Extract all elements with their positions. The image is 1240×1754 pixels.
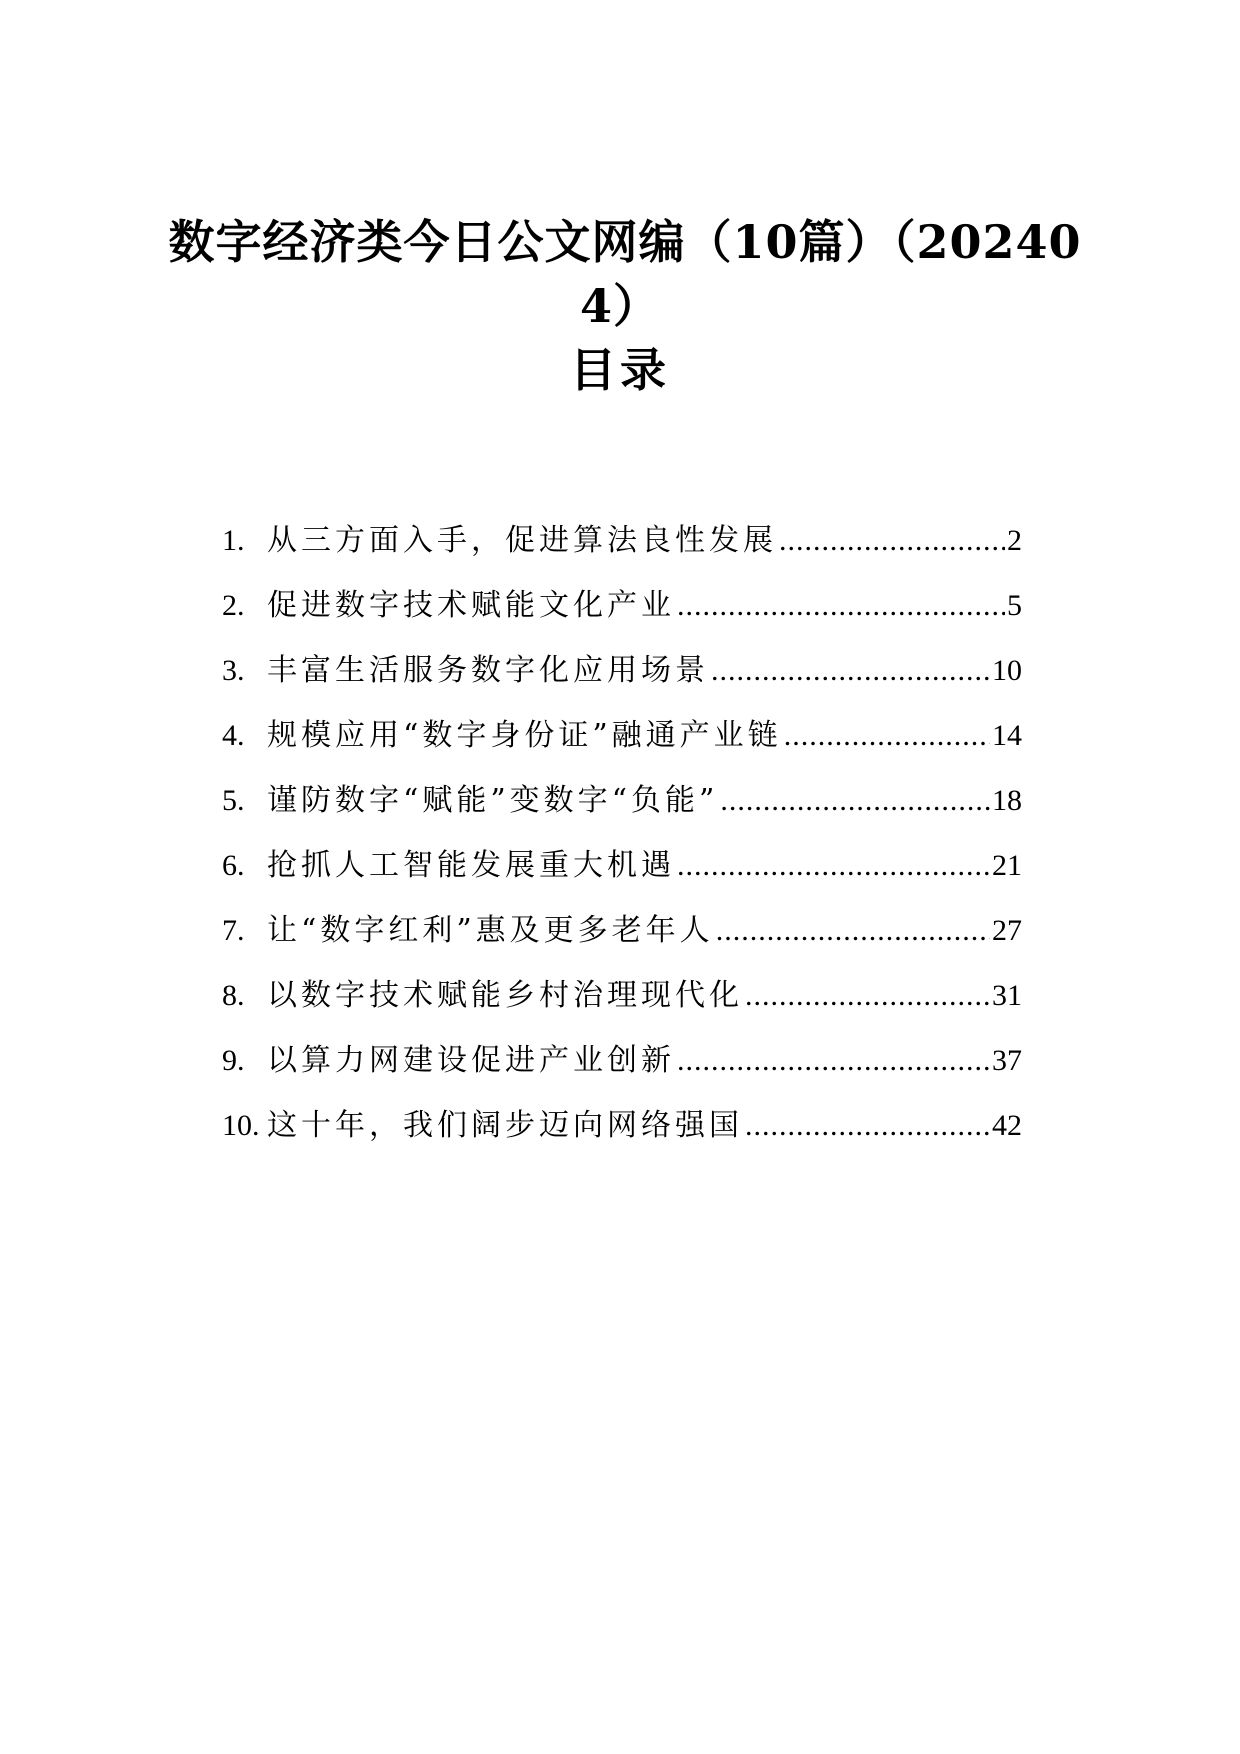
toc-entry-number: 9. <box>222 1044 245 1077</box>
toc-entry-page: 2 <box>1007 524 1022 557</box>
toc-entry[interactable] <box>222 638 1022 703</box>
toc-entry[interactable] <box>222 508 1022 573</box>
document-title-line-2: 4） <box>579 279 660 333</box>
toc-entry-page: 5 <box>1007 589 1022 622</box>
toc-entry-page: 27 <box>992 914 1022 947</box>
toc-entry-page: 10 <box>992 654 1022 687</box>
toc-entry[interactable] <box>222 1028 1022 1093</box>
toc-leader-dots <box>745 1093 990 1158</box>
toc-leader-dots <box>779 508 1005 573</box>
toc-entry-title: 这十年，我们阔步迈向网络强国 <box>267 1108 743 1143</box>
toc-entry-number: 4. <box>222 719 245 752</box>
toc-entry-page: 42 <box>992 1109 1022 1142</box>
toc-entry-number: 10. <box>222 1109 260 1142</box>
toc-entry[interactable] <box>222 898 1022 963</box>
toc-entry-title: 让“数字红利”惠及更多老年人 <box>267 913 714 948</box>
toc-entry[interactable] <box>222 768 1022 833</box>
toc-entry-number: 3. <box>222 654 245 687</box>
toc-leader-dots <box>745 963 990 1028</box>
toc-entry[interactable] <box>222 573 1022 638</box>
toc-entry-page: 31 <box>992 979 1022 1012</box>
toc-entry-title: 规模应用“数字身份证”融通产业链 <box>267 718 782 753</box>
toc-entry-number: 7. <box>222 914 245 947</box>
table-of-contents <box>222 508 1022 1158</box>
toc-entry-number: 1. <box>222 524 245 557</box>
toc-entry[interactable] <box>222 703 1022 768</box>
toc-entry-number: 2. <box>222 589 245 622</box>
title-block <box>0 210 1240 402</box>
toc-entry[interactable] <box>222 963 1022 1028</box>
toc-entry-number: 6. <box>222 849 245 882</box>
toc-entry-page: 18 <box>992 784 1022 817</box>
toc-entry-title: 以算力网建设促进产业创新 <box>267 1043 675 1078</box>
toc-entry[interactable] <box>222 833 1022 898</box>
toc-leader-dots <box>677 573 1005 638</box>
toc-entry-title: 以数字技术赋能乡村治理现代化 <box>267 978 743 1013</box>
toc-entry-title: 谨防数字“赋能”变数字“负能” <box>267 783 719 818</box>
toc-leader-dots <box>677 833 990 898</box>
toc-leader-dots <box>677 1028 990 1093</box>
toc-leader-dots <box>711 638 990 703</box>
document-title-line-1: 数字经济类今日公文网编（10篇）（20240 <box>168 215 1082 269</box>
toc-leader-dots <box>784 703 990 768</box>
toc-entry-number: 5. <box>222 784 245 817</box>
toc-entry-title: 抢抓人工智能发展重大机遇 <box>267 848 675 883</box>
toc-entry-page: 14 <box>992 719 1022 752</box>
toc-entry-page: 21 <box>992 849 1022 882</box>
toc-entry[interactable] <box>222 1093 1022 1158</box>
toc-entry-number: 8. <box>222 979 245 1012</box>
toc-entry-title: 促进数字技术赋能文化产业 <box>267 588 675 623</box>
toc-entry-title: 从三方面入手，促进算法良性发展 <box>267 523 777 558</box>
toc-entry-title: 丰富生活服务数字化应用场景 <box>267 653 709 688</box>
toc-leader-dots <box>720 768 990 833</box>
toc-entry-page: 37 <box>992 1044 1022 1077</box>
toc-leader-dots <box>716 898 990 963</box>
toc-heading: 目录 <box>570 343 670 397</box>
